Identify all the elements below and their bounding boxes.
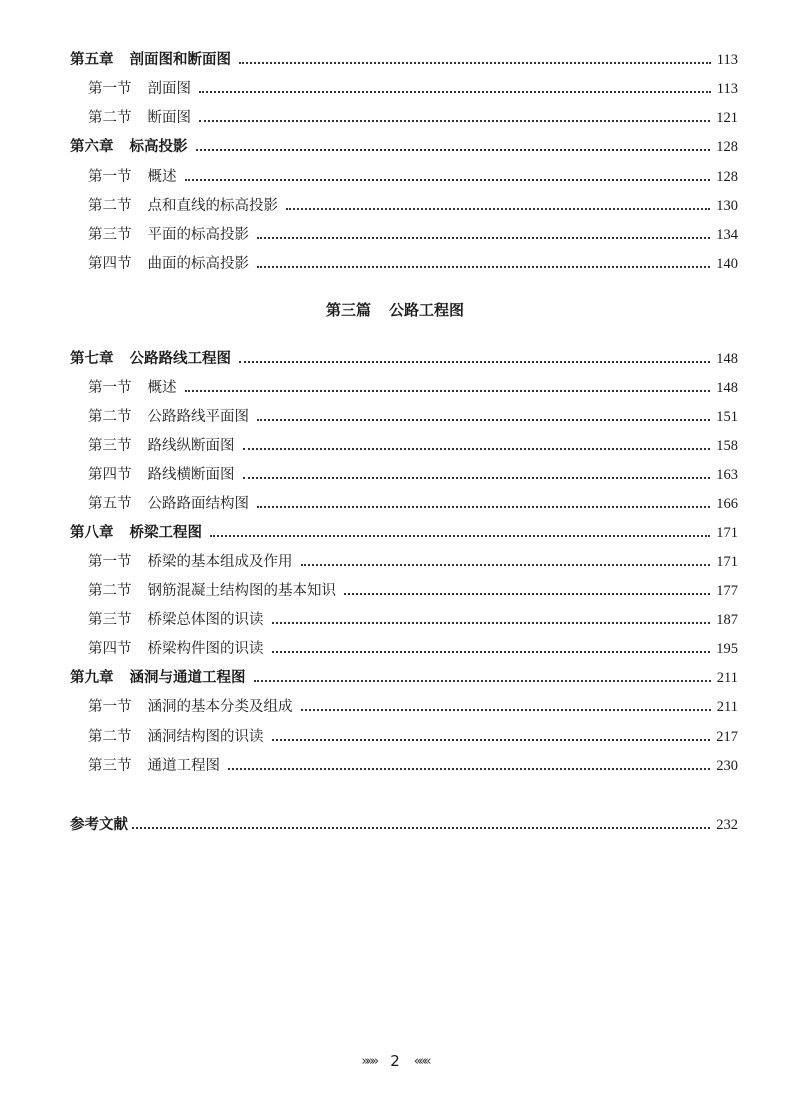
page-number: 195 [716,641,738,657]
section-title: 概述 [147,380,177,396]
section-title: 剖面图 [147,81,191,97]
section-number: 第二节 [88,729,132,745]
chapter-title: 剖面图和断面图 [129,52,231,68]
dot-leader [257,266,710,268]
dot-leader [272,651,711,653]
references-title: 参考文献 [70,817,128,833]
page-number: 158 [716,438,738,454]
chapter-number: 第六章 [70,139,114,155]
page-number: 211 [716,699,738,715]
chapter-number: 第九章 [70,670,114,686]
section-number: 第五节 [88,496,132,512]
dot-leader [257,506,710,508]
toc-section[interactable] [88,462,738,484]
toc-section[interactable] [88,76,738,98]
toc-section[interactable] [88,251,738,273]
page-number: 130 [716,198,738,214]
section-number: 第三节 [88,612,132,628]
left-chevrons-icon: ««« [413,1053,429,1069]
toc-section[interactable] [88,404,738,426]
section-title: 平面的标高投影 [147,227,249,243]
chapter-number: 第五章 [70,52,114,68]
toc-section[interactable] [88,636,738,658]
page-number: 163 [716,467,738,483]
page-number: 217 [716,729,738,745]
section-title: 公路路面结构图 [147,496,249,512]
page-number: 177 [716,583,738,599]
chapter-number: 第七章 [70,351,114,367]
section-number: 第四节 [88,641,132,657]
page-number: 148 [716,351,738,367]
page-number: 166 [716,496,738,512]
dot-leader [199,91,711,93]
footer-page-number: 2 [390,1052,400,1070]
dot-leader [132,827,710,829]
section-title: 路线纵断面图 [147,438,235,454]
toc-section[interactable] [88,491,738,513]
dot-leader [239,361,710,363]
toc-references[interactable] [70,812,738,834]
page-number: 232 [716,817,738,833]
page-footer [0,1052,790,1070]
page-number: 171 [716,525,738,541]
page-number: 171 [716,554,738,570]
dot-leader [344,593,710,595]
section-number: 第一节 [88,699,132,715]
section-title: 桥梁构件图的识读 [147,641,264,657]
toc-section[interactable] [88,105,738,127]
dot-leader [196,149,711,151]
page-number: 121 [716,110,738,126]
dot-leader [243,448,711,450]
section-number: 第三节 [88,758,132,774]
dot-leader [185,390,711,392]
part-number: 第三篇 [325,301,371,319]
toc-section[interactable] [88,753,738,775]
page-number: 211 [716,670,738,686]
section-number: 第一节 [88,169,132,185]
right-chevrons-icon: »»» [361,1053,377,1069]
dot-leader [199,120,710,122]
section-number: 第一节 [88,81,132,97]
toc-chapter-8[interactable] [70,520,738,542]
toc-section[interactable] [88,724,738,746]
section-title: 涵洞结构图的识读 [147,729,264,745]
section-number: 第二节 [88,110,132,126]
dot-leader [243,477,711,479]
toc-chapter-7[interactable] [70,346,738,368]
part-title: 公路工程图 [389,301,465,319]
section-title: 钢筋混凝土结构图的基本知识 [147,583,336,599]
dot-leader [286,208,710,210]
page-number: 187 [716,612,738,628]
chapter-title: 桥梁工程图 [129,525,202,541]
chapter-title: 涵洞与通道工程图 [129,670,246,686]
section-title: 路线横断面图 [147,467,235,483]
toc-section[interactable] [88,607,738,629]
toc-section[interactable] [88,549,738,571]
page-number: 128 [716,139,738,155]
page-number: 140 [716,256,738,272]
dot-leader [185,179,711,181]
dot-leader [257,237,710,239]
page-number: 148 [716,380,738,396]
toc-section[interactable] [88,375,738,397]
dot-leader [254,680,711,682]
toc-section[interactable] [88,578,738,600]
chapter-title: 公路路线工程图 [129,351,231,367]
section-title: 桥梁总体图的识读 [147,612,264,628]
chapter-number: 第八章 [70,525,114,541]
section-number: 第二节 [88,583,132,599]
section-title: 曲面的标高投影 [147,256,249,272]
section-number: 第四节 [88,256,132,272]
dot-leader [257,419,710,421]
toc-chapter-5[interactable] [70,47,738,69]
dot-leader [272,739,711,741]
toc-chapter-9[interactable] [70,665,738,687]
section-title: 点和直线的标高投影 [147,198,278,214]
section-number: 第四节 [88,467,132,483]
section-title: 断面图 [147,110,191,126]
toc-section[interactable] [88,222,738,244]
dot-leader [210,535,710,537]
section-title: 概述 [147,169,177,185]
page-number: 134 [716,227,738,243]
section-title: 公路路线平面图 [147,409,249,425]
page-number: 230 [716,758,738,774]
section-title: 通道工程图 [147,758,220,774]
dot-leader [301,564,711,566]
page-number: 128 [716,169,738,185]
dot-leader [272,622,711,624]
page-number: 151 [716,409,738,425]
page-number: 113 [716,52,738,68]
toc-chapter-6[interactable] [70,134,738,156]
toc-section[interactable] [88,694,738,716]
section-number: 第三节 [88,438,132,454]
toc-section[interactable] [88,193,738,215]
toc-section[interactable] [88,433,738,455]
toc-section[interactable] [88,164,738,186]
section-number: 第一节 [88,554,132,570]
section-title: 桥梁的基本组成及作用 [147,554,293,570]
section-number: 第一节 [88,380,132,396]
page-number: 113 [716,81,738,97]
section-number: 第二节 [88,198,132,214]
dot-leader [301,709,711,711]
part-heading [0,299,790,320]
section-number: 第三节 [88,227,132,243]
section-title: 涵洞的基本分类及组成 [147,699,293,715]
section-number: 第二节 [88,409,132,425]
dot-leader [228,768,710,770]
chapter-title: 标高投影 [129,139,188,155]
dot-leader [239,62,711,64]
